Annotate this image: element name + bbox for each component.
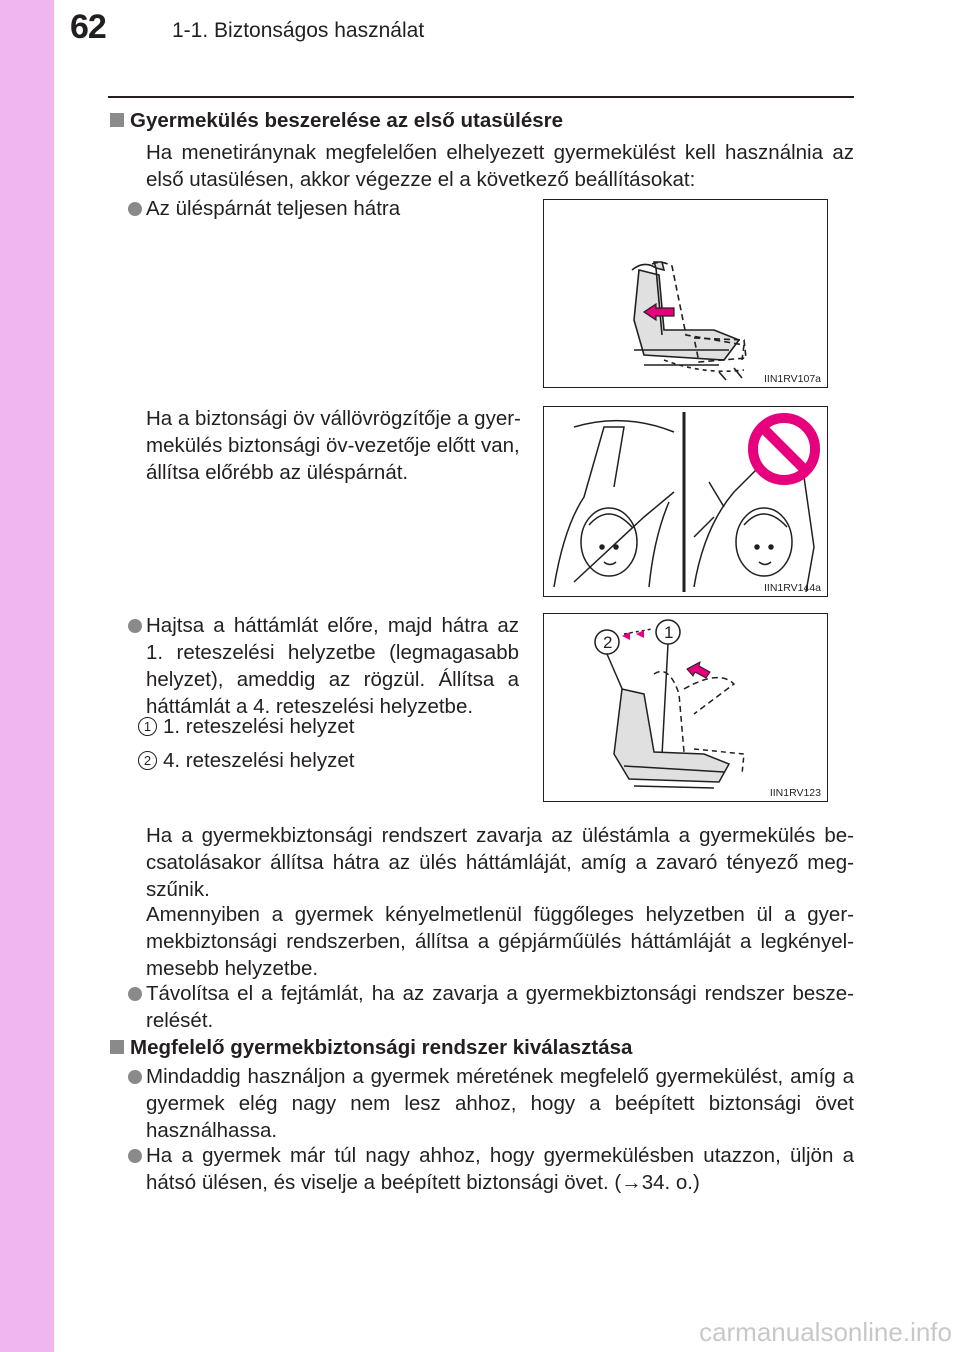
round-bullet-icon — [128, 202, 142, 216]
round-bullet-icon — [128, 987, 142, 1001]
figure-code: IIN1RV144a — [763, 582, 821, 594]
figure-code: IIN1RV107a — [763, 373, 821, 385]
page-number: 62 — [70, 8, 106, 46]
bullet-rear-seat-belt: Ha a gyermek már túl nagy ahhoz, hogy gyermekülésben utazzon, üljön a hátsó ülésen, és viselje a beépített biztonsági övet. (→34. o.) — [146, 1144, 854, 1194]
figure-label-2: 2 — [603, 633, 613, 652]
bullet-seatback-lock: Hajtsa a háttámlát előre, majd hátra az 1. reteszelési helyzetbe (legmagasabb helyzet), ameddig az rögzül. Állítsa a háttámlát a 4. reteszelési helyzetbe. — [146, 614, 519, 718]
prohibition-icon — [753, 418, 815, 480]
figure-label-1: 1 — [664, 623, 674, 642]
section-title: 1-1. Biztonságos használat — [172, 19, 425, 42]
chapter-sidebar-tab — [0, 0, 54, 1352]
legend-number-2: 2 — [138, 751, 157, 770]
note-shoulder-anchor: Ha a biztonsági öv vállövrögzítője a gyer-mekülés biztonsági öv-vezetője előtt van, állítsa előrébb az üléspárnát. — [146, 407, 521, 484]
figure-code: IIN1RV123 — [769, 787, 821, 799]
heading-child-seat-front: Gyermekülés beszerelése az első utasülésre — [130, 109, 564, 132]
figure-shoulder-belt — [543, 406, 828, 597]
legend-text-1: 1. reteszelési helyzet — [163, 715, 355, 738]
bullet-seat-cushion-back: Az üléspárnát teljesen hátra — [146, 197, 401, 220]
bullet-remove-headrest: Távolítsa el a fejtámlát, ha az zavarja a gyermekbiztonsági rendszer besze-relését. — [146, 982, 854, 1032]
heading-choose-child-restraint: Megfelelő gyermekbiztonsági rendszer kiválasztása — [130, 1036, 633, 1059]
note-seatback-interferes: Ha a gyermekbiztonsági rendszert zavarja az üléstámla a gyermekülés be-csatolásakor állítsa hátra az ülés háttámláját, amíg a zavaró tényező meg-szűnik. — [146, 824, 854, 901]
legend-number-1: 1 — [138, 717, 157, 736]
round-bullet-icon — [128, 1070, 142, 1084]
note-child-uncomfortable: Amennyiben a gyermek kényelmetlenül függőleges helyzetben ül a gyer-mekbiztonsági rendszerben, állítsa a gépjárműülés háttámláját a legkényel-mesebb helyzetbe. — [146, 903, 854, 980]
bullet-use-appropriate-seat: Mindaddig használjon a gyermek méretének megfelelő gyermekülést, amíg a gyermek elég nagy nem lesz ahhoz, hogy a beépített biztonsági övet használhassa. — [146, 1065, 854, 1142]
square-bullet-icon — [110, 1040, 124, 1054]
figure-seatback-positions — [543, 613, 828, 802]
watermark: carmanualsonline.info — [699, 1317, 952, 1347]
header-rule — [108, 96, 854, 98]
square-bullet-icon — [110, 113, 124, 127]
round-bullet-icon — [128, 619, 142, 633]
legend-text-2: 4. reteszelési helyzet — [163, 749, 355, 772]
figure-seat-slide — [543, 199, 828, 388]
intro-paragraph: Ha menetiránynak megfelelően elhelyezett gyermekülést kell használnia az első utasülésen, akkor végezze el a következő beállításokat: — [146, 141, 854, 191]
round-bullet-icon — [128, 1149, 142, 1163]
